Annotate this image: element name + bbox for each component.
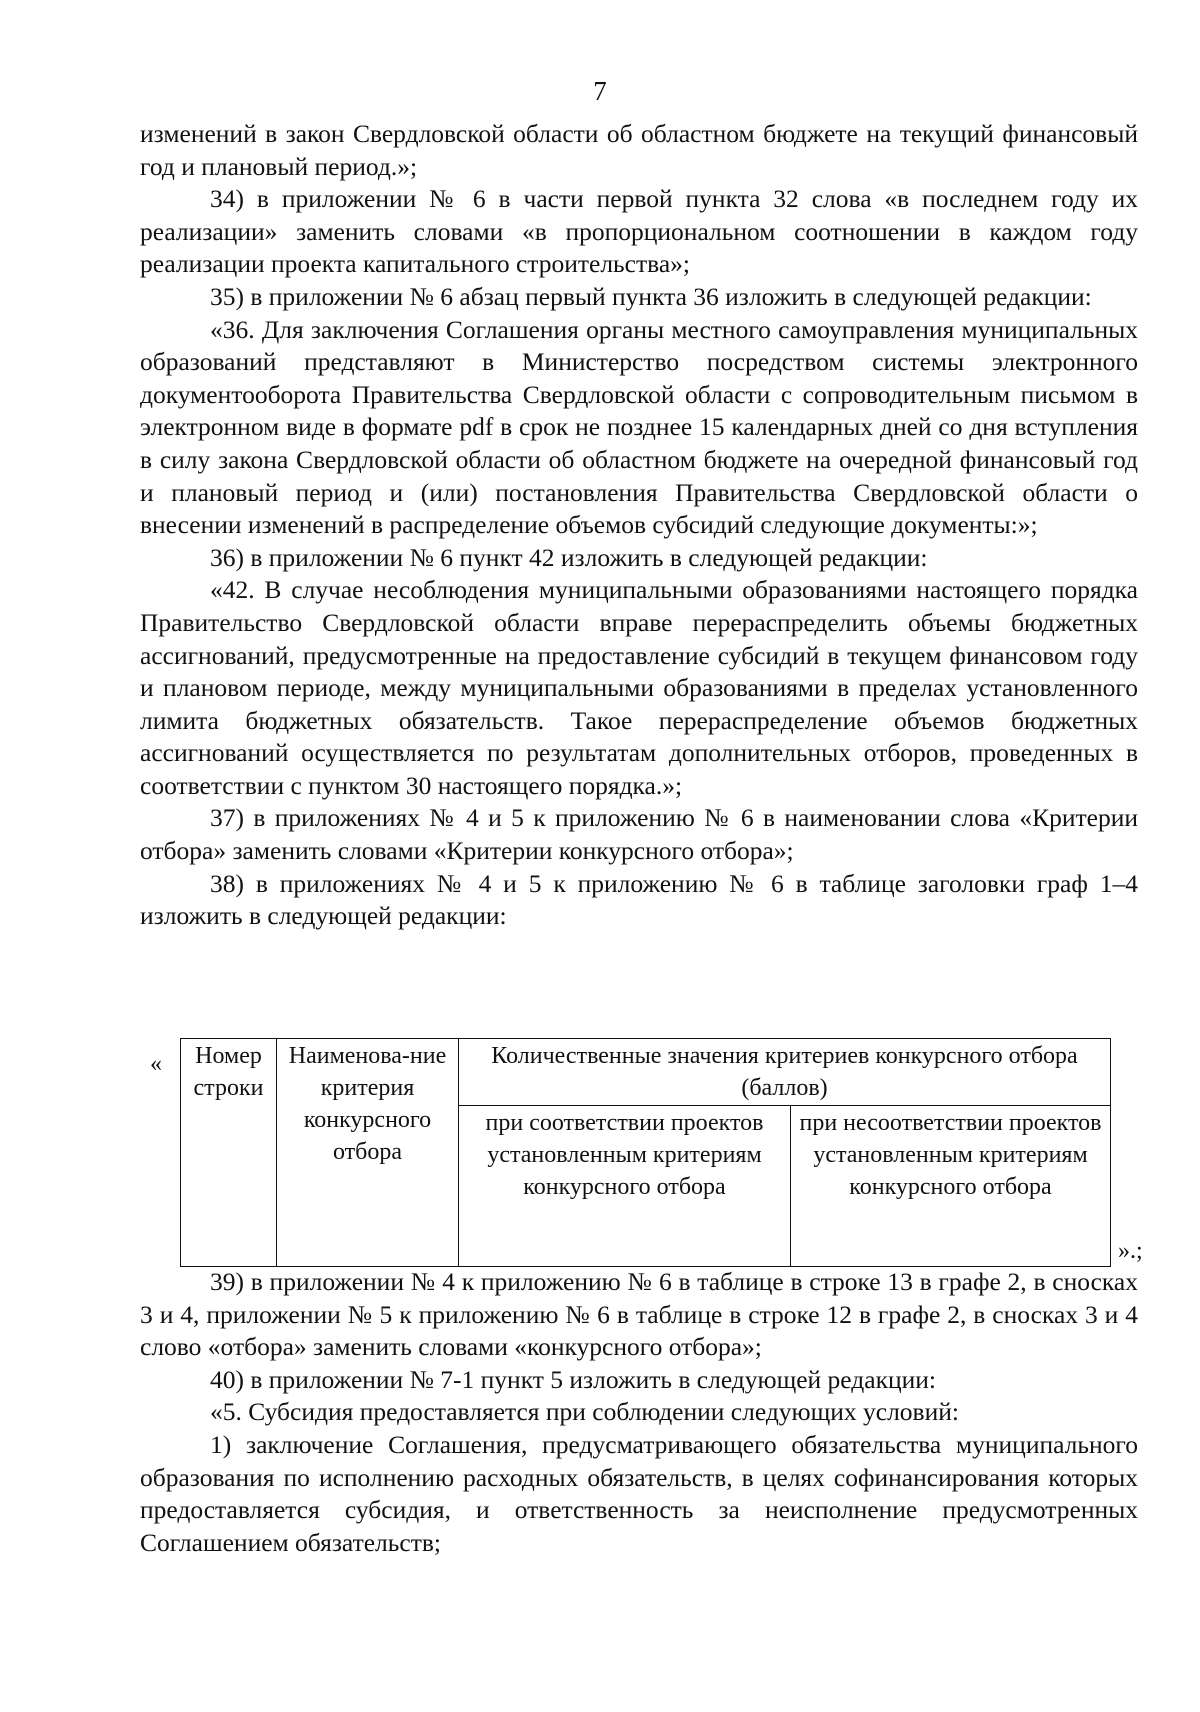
paragraph: «42. В случае несоблюдения муниципальными образованиями настоящего порядка Правительство Свердловской области вправе перераспределить объемы бюджетных ассигнований, предусмотренные на предоставление субсидий в текущем финансовом году и плановом периоде, между муниципальными образованиями в пределах установленного лимита бюджетных обязательств. Такое перераспределение объемов бюджетных ассигнований осуществляется по результатам дополнительных отборов, проведенных в соответствии с пунктом 30 настоящего порядка.»; xyxy=(140,575,1138,800)
paragraph: 39) в приложении № 4 к приложению № 6 в таблице в строке 13 в графе 2, в сносках 3 и 4, приложении № 5 к приложению № 6 в таблице в строке 12 в графе 2, в сносках 3 и 4 слово «отбора» заменить словами «конкурсного отбора»; xyxy=(140,1267,1138,1362)
paragraph: 36) в приложении № 6 пункт 42 изложить в следующей редакции: xyxy=(210,542,928,572)
col-header-row-number: Номер строки xyxy=(181,1039,277,1267)
paragraph: «5. Субсидия предоставляется при соблюдении следующих условий: xyxy=(210,1397,959,1427)
col-header-noncompliance: при несоответствии проектов установленным критериям конкурсного отбора xyxy=(791,1106,1111,1267)
table-open-quote: « xyxy=(150,1051,162,1077)
paragraph: 34) в приложении № 6 в части первой пункта 32 слова «в последнем году их реализации» заменить словами «в пропорциональном соотношении в каждом году реализации проекта капитального строительства»; xyxy=(140,184,1138,279)
table-header-row xyxy=(181,1039,1111,1106)
paragraph: изменений в закон Свердловской области об областном бюджете на текущий финансовый год и плановый период.»; xyxy=(140,119,1138,181)
col-header-criterion-name: Наименова-ние критерия конкурсного отбора xyxy=(277,1039,459,1267)
paragraph: 38) в приложениях № 4 и 5 к приложению № 6 в таблице заголовки граф 1–4 изложить в следующей редакции: xyxy=(140,868,1138,931)
criteria-table-block xyxy=(140,1038,1150,1270)
paragraph: 35) в приложении № 6 абзац первый пункта 36 изложить в следующей редакции: xyxy=(210,281,1092,311)
paragraph: 40) в приложении № 7-1 пункт 5 изложить в следующей редакции: xyxy=(210,1364,936,1394)
paragraph: «36. Для заключения Соглашения органы местного самоуправления муниципальных образований представляют в Министерство посредством системы электронного документооборота Правительства Свердловской области с сопроводительным письмом в электронном виде в формате pdf в срок не позднее 15 календарных дней со дня вступления в силу закона Свердловской области об областном бюджете на очередной финансовый год и плановый период и (или) постановления Правительства Свердловской области о внесении изменений в распределение объемов субсидий следующие документы:»; xyxy=(140,314,1138,540)
page-number: 7 xyxy=(593,76,607,106)
paragraph: 37) в приложениях № 4 и 5 к приложению № 6 в наименовании слова «Критерии отбора» заменить словами «Критерии конкурсного отбора»; xyxy=(140,803,1138,866)
paragraph: 1) заключение Соглашения, предусматривающего обязательства муниципального образования по исполнению расходных обязательств, в целях софинансирования которых предоставляется субсидия, и ответственность за неисполнение предусмотренных Соглашением обязательств; xyxy=(140,1429,1138,1557)
col-header-compliance: при соответствии проектов установленным критериям конкурсного отбора xyxy=(459,1106,791,1267)
text-block-top xyxy=(140,118,1138,933)
criteria-table xyxy=(180,1038,1111,1267)
group-header-quantitative-values: Количественные значения критериев конкурсного отбора (баллов) xyxy=(459,1039,1111,1106)
table-close-quote: ».; xyxy=(1118,1238,1143,1264)
text-block-bottom xyxy=(140,1266,1138,1559)
